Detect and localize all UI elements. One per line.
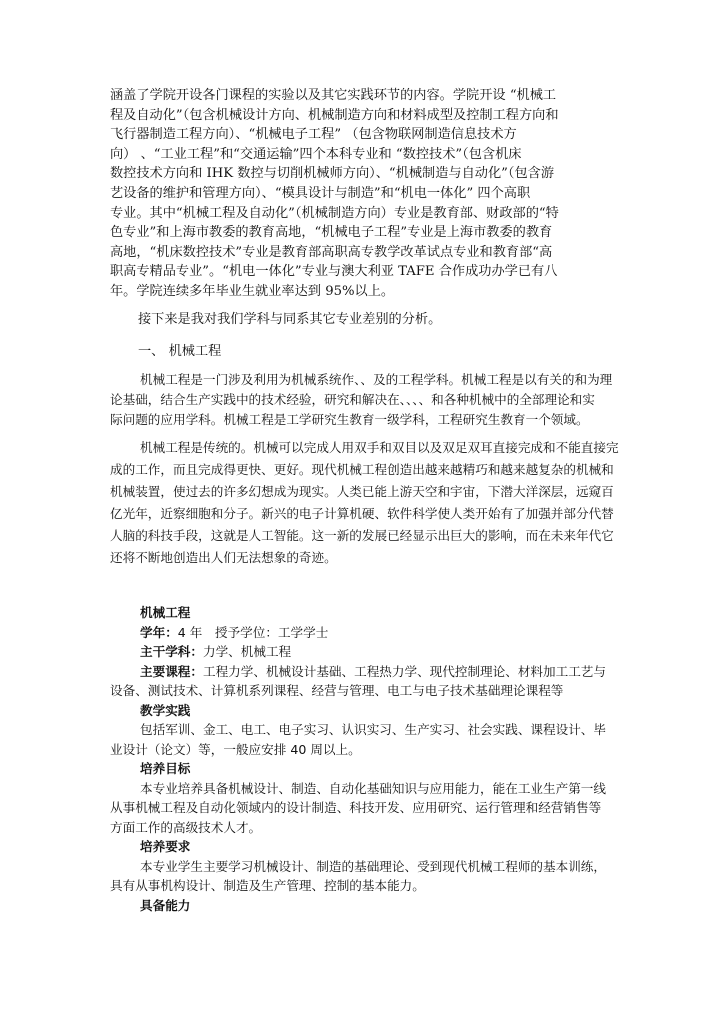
intro-line: 高地，“机床数控技术”专业是教育部高职高专教学改革试点专业和教育部“高 xyxy=(110,244,553,260)
years-value: 4 年 授予学位：工学学士 xyxy=(177,624,329,640)
section-heading: 一、 机械工程 xyxy=(138,344,222,359)
intro-line: 色专业”和上海市教委的教育高地，“机械电子工程”专业是上海市教委的教育 xyxy=(110,225,553,241)
paragraph-line: 成的工作，而且完成得更快、更好。现代机械工程创造出越来越精巧和越来越复杂的机械和 xyxy=(110,462,614,477)
intro-line: 艺设备的维护和管理方向）、“模具设计与制造”和“机电一体化” 四个高职 xyxy=(110,185,531,201)
subjects-value: 力学、机械工程 xyxy=(202,644,292,659)
years-line xyxy=(110,623,615,643)
paragraph-line: 亿光年，近察细胞和分子。新兴的电子计算机硬、软件科学使人类开始有了加强并部分代替 xyxy=(110,506,614,521)
main-courses-value: 工程力学、机械设计基础、工程热力学、现代控制理论、材料加工工艺与 xyxy=(202,663,606,679)
intro-line: 数控技术方向和 IHK 数控与切削机械师方向）、“机械制造与自动化”（包含游 xyxy=(110,166,555,182)
paragraph-line: 机械装置，使过去的许多幻想成为现实。人类已能上游天空和宇宙，下潜大洋深层，远窥百 xyxy=(110,484,614,499)
goal-line-3: 方面工作的高级技术人才。 xyxy=(110,819,262,835)
tradition-paragraph xyxy=(110,437,619,569)
paragraph-line: 机械工程是一门涉及利用为机械系统作、、及的工程学科。机械工程是以有关的和为理 xyxy=(140,372,613,387)
ability-label: 具备能力 xyxy=(140,897,191,913)
goal-line-2: 从事机械工程及自动化领域内的设计制造、科技开发、应用研究、运行管理和经营销售等 xyxy=(110,800,602,815)
intro-line: 涵盖了学院开设各门课程的实验以及其它实践环节的内容。学院开设 “机械工 xyxy=(110,88,557,103)
definition-paragraph xyxy=(110,370,615,430)
years-label: 学年： xyxy=(140,624,178,640)
main-courses-line xyxy=(110,662,615,682)
paragraph-line: 还将不断地创造出人们无法想象的奇迹。 xyxy=(110,550,337,565)
intro-paragraph xyxy=(110,86,610,302)
requirements-line-2: 具有从事机构设计、制造及生产管理、控制的基本能力。 xyxy=(110,878,425,893)
analysis-intro-line: 接下来是我对我们学科与同系其它专业差别的分析。 xyxy=(138,312,442,327)
main-courses-line-2: 设备、测试技术、计算机系列课程、经营与管理、电工与电子技术基础理论课程等 xyxy=(110,683,564,698)
goal-label: 培养目标 xyxy=(140,761,191,776)
intro-line: 飞行器制造工程方向）、“机械电子工程” （包含物联网制造信息技术方 xyxy=(110,127,517,143)
intro-line: 专业。其中“机械工程及自动化”（机械制造方向）专业是教育部、财政部的“特 xyxy=(110,205,559,221)
intro-line: 向） 、“工业工程”和“交通运输”四个本科专业和 “数控技术”（包含机床 xyxy=(110,146,522,162)
paragraph-line: 际问题的应用学科。机械工程是工学研究生教育一级学科，工程研究生教育一个领域。 xyxy=(110,412,589,427)
practice-label: 教学实践 xyxy=(140,702,191,718)
main-courses-label: 主要课程： xyxy=(140,663,203,679)
requirements-line: 本专业学生主要学习机械设计、制造的基础理论、受到现代机械工程师的基本训练， xyxy=(140,858,606,874)
practice-line-2: 业设计（论文）等，一般应安排 40 周以上。 xyxy=(110,741,361,757)
requirements-label: 培养要求 xyxy=(140,839,191,854)
course-title: 机械工程 xyxy=(140,605,191,620)
intro-line: 年。学院连续多年毕业生就业率达到 95%以上。 xyxy=(110,283,395,299)
practice-line: 包括军训、金工、电工、电子实习、认识实习、生产实习、社会实践、课程设计、毕 xyxy=(140,722,606,737)
subjects-line xyxy=(110,642,615,662)
course-section xyxy=(110,603,615,915)
paragraph-line: 论基础，结合生产实践中的技术经验，研究和解决在、、、、和各种机械中的全部理论和实 xyxy=(110,392,595,407)
intro-line: 职高专精品专业”。“机电一体化”专业与澳大利亚 TAFE 合作成功办学已有八 xyxy=(110,264,558,280)
subjects-label: 主干学科： xyxy=(140,644,203,659)
intro-line: 程及自动化”（包含机械设计方向、机械制造方向和材料成型及控制工程方向和 xyxy=(110,107,559,123)
paragraph-line: 机械工程是传统的。机械可以完成人用双手和双目以及双足双耳直接完成和不能直接完 xyxy=(140,440,619,455)
paragraph-line: 人脑的科技手段，这就是人工智能。这一新的发展已经显示出巨大的影响，而在未来年代它 xyxy=(110,528,614,543)
goal-line: 本专业培养具备机械设计、制造、自动化基础知识与应用能力，能在工业生产第一线 xyxy=(140,780,606,796)
